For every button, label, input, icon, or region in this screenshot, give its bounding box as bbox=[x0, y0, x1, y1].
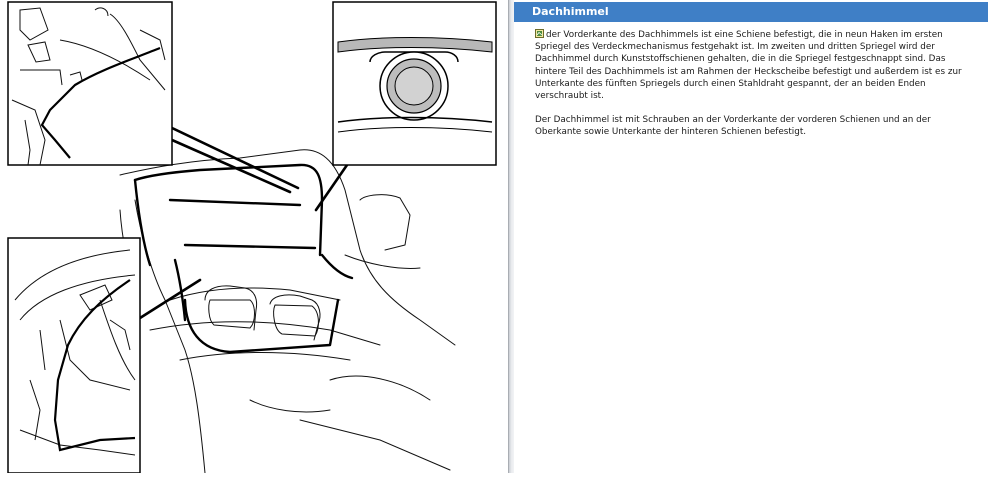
text-pane bbox=[514, 0, 988, 473]
paragraph-1-text: der Vorderkante des Dachhimmels ist eine Schiene befestigt, die in neun Haken im ersten Spriegel des Verdeckmechanismus festgehakt ist. Im zweiten und dritten Spriegel wird der Dachhimmel durch Kunststoffschienen gehalten, die in die Spriegel festgeschnappt sind. Das hintere Teil des Dachhimmels ist am Rahmen der Heckscheibe befestigt und außerdem ist es zur Unterkante des fünften Spriegels durch einen Stahldraht gespannt, der an beiden Enden verschraubt ist. bbox=[535, 30, 962, 102]
illustration-link-icon[interactable] bbox=[535, 29, 544, 38]
paragraph-2: Der Dachhimmel ist mit Schrauben an der Vorderkante der vorderen Schienen und an der Oberkante sowie Unterkante der hinteren Schienen befestigt. bbox=[535, 115, 931, 138]
section-title: Dachhimmel bbox=[514, 2, 988, 22]
paragraph-1 bbox=[535, 29, 975, 102]
content-body bbox=[535, 29, 975, 151]
